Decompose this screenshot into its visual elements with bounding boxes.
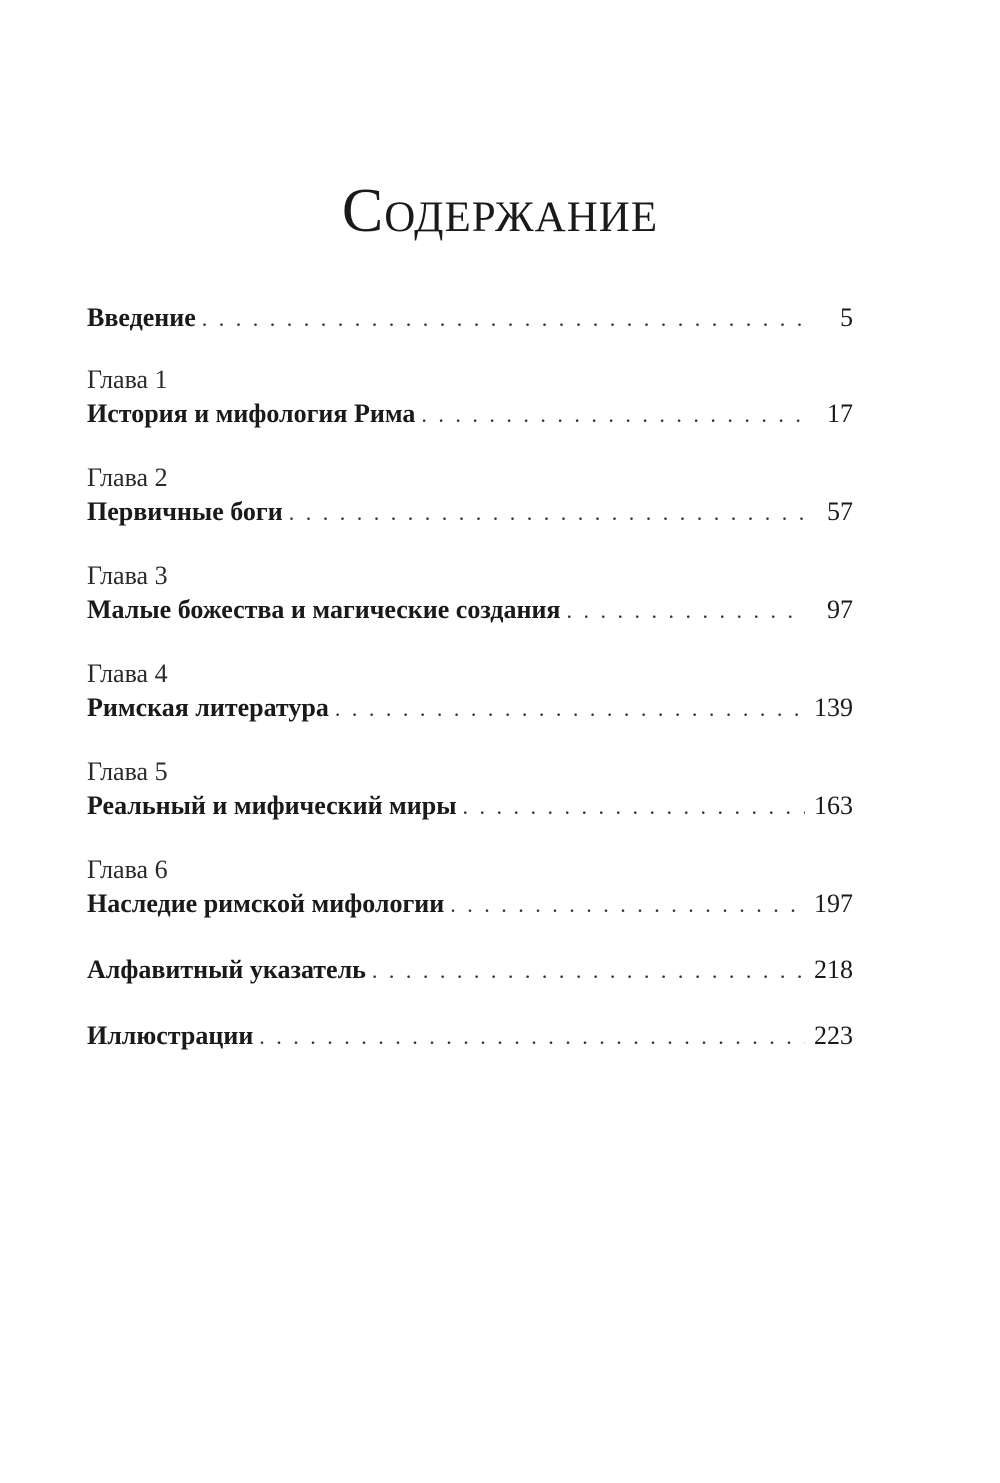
toc-entry-title: История и мифология Рима — [87, 399, 416, 428]
toc-entry-title: Реальный и мифический миры — [87, 791, 457, 820]
toc-entry-index[interactable] — [87, 952, 853, 988]
toc-entry-chapter-6[interactable] — [87, 854, 853, 922]
toc-line — [87, 1018, 853, 1054]
toc-line — [87, 788, 853, 824]
toc-line — [87, 494, 853, 530]
toc-page-number: 17 — [827, 399, 853, 428]
toc-entry-title: Малые божества и магические создания — [87, 595, 561, 624]
toc-leader-dots — [450, 887, 805, 923]
toc-page-number: 57 — [827, 497, 853, 526]
toc-entry-intro[interactable] — [87, 300, 853, 336]
toc-leader-dots — [463, 789, 806, 825]
toc-leader-dots — [421, 397, 805, 433]
toc-line — [87, 690, 853, 726]
toc-entry-chapter-2[interactable] — [87, 462, 853, 530]
toc-page-number: 163 — [814, 791, 853, 820]
toc-entry-chapter-5[interactable] — [87, 756, 853, 824]
toc-line — [87, 396, 853, 432]
toc-entry-chapter-3[interactable] — [87, 560, 853, 628]
toc-entry-title: Наследие римской мифологии — [87, 889, 445, 918]
toc-page-number: 139 — [814, 693, 853, 722]
toc-leader-dots — [259, 1019, 805, 1055]
toc-page-number: 197 — [814, 889, 853, 918]
toc-page-number: 223 — [814, 1021, 853, 1050]
toc-entry-title: Алфавитный указатель — [87, 955, 366, 984]
page-title: Содержание — [341, 177, 659, 245]
toc-line — [87, 886, 853, 922]
toc-line — [87, 592, 853, 628]
chapter-label: Глава 4 — [87, 659, 168, 688]
toc-line — [87, 952, 853, 988]
toc-leader-dots — [202, 301, 805, 337]
chapter-label: Глава 5 — [87, 757, 168, 786]
toc-entry-chapter-4[interactable] — [87, 658, 853, 726]
toc-entry-title: Иллюстрации — [87, 1021, 254, 1050]
toc-page-number: 218 — [814, 955, 853, 984]
toc-entry-title: Первичные боги — [87, 497, 283, 526]
toc-line — [87, 300, 853, 336]
chapter-label: Глава 1 — [87, 365, 168, 394]
toc-entry-title: Введение — [87, 303, 196, 332]
chapter-label: Глава 2 — [87, 463, 168, 492]
table-of-contents — [87, 300, 853, 1054]
toc-leader-dots — [372, 953, 805, 989]
chapter-label: Глава 3 — [87, 561, 168, 590]
toc-entry-title: Римская литература — [87, 693, 329, 722]
toc-entry-chapter-1[interactable] — [87, 364, 853, 432]
toc-page-number: 5 — [840, 303, 853, 332]
toc-leader-dots — [289, 495, 805, 531]
toc-leader-dots — [335, 691, 805, 727]
toc-page-number: 97 — [827, 595, 853, 624]
toc-leader-dots — [566, 593, 805, 629]
toc-entry-illustrations[interactable] — [87, 1018, 853, 1054]
chapter-label: Глава 6 — [87, 855, 168, 884]
